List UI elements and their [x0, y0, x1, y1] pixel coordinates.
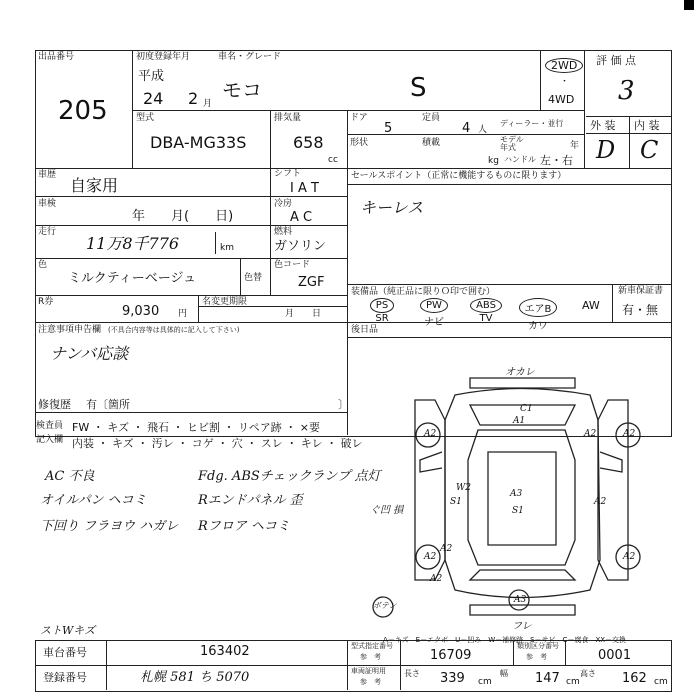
mileage-unit: km — [220, 243, 234, 253]
handle-value: 左・右 — [540, 154, 573, 167]
mark: A2 — [424, 552, 437, 562]
capacity-label: 定員 — [422, 113, 441, 123]
remark-right-2: Rエンドパネル 歪 — [198, 493, 303, 508]
width-unit: cm — [566, 677, 580, 687]
drive-2wd: 2WD — [545, 58, 583, 73]
ac-value: A C — [290, 210, 313, 225]
mark: S1 — [512, 506, 524, 516]
remark-left-2: オイルパン ヘコミ — [40, 493, 147, 508]
lot-label: 出品番号 — [38, 52, 75, 62]
cat-no-value: 0001 — [598, 648, 632, 663]
score-label: 評 価 点 — [596, 54, 636, 67]
dims-label: 車両証明用 — [351, 667, 386, 675]
car-name: モコ — [222, 78, 262, 102]
month-unit: 月 — [203, 99, 213, 109]
mark: A1 — [513, 416, 526, 426]
chassis-value: 163402 — [200, 644, 250, 659]
remark-left-1: AC 不良 — [45, 469, 95, 484]
divider — [400, 640, 401, 690]
sales-point-value: キーレス — [360, 198, 424, 217]
door-label: ドア — [350, 113, 368, 123]
color-label: 色 — [38, 260, 48, 270]
recycle-unit: 円 — [178, 309, 188, 319]
color-code-label: 色コード — [274, 260, 311, 270]
corner-mark — [684, 0, 694, 10]
shape-label: 形状 — [350, 138, 369, 148]
aw-label: AW — [582, 299, 600, 312]
dims-sub: 参 考 — [360, 678, 381, 686]
model-year-label: モデル年式 — [500, 135, 524, 152]
engine-label: 排気量 — [274, 113, 302, 123]
length-value: 339 — [440, 671, 465, 686]
remark-right-1: Fdg. ABSチェックランプ 点灯 — [198, 469, 381, 484]
recycle-label: R券 — [38, 297, 54, 307]
car-label: 車名・グレード — [218, 52, 282, 62]
mark: A2 — [584, 429, 597, 439]
reg-label: 登録番号 — [43, 671, 87, 684]
mileage-value: 11万8千776 — [86, 234, 180, 253]
model-label: 型式 — [136, 113, 155, 123]
recycle-value: 9,030 — [122, 304, 160, 319]
mark: A3 — [514, 595, 527, 605]
remark-left-3: 下回り フラヨウ ハガレ — [40, 519, 179, 534]
mark: A2 — [424, 429, 437, 439]
chassis-label: 車台番号 — [43, 646, 87, 659]
color-change-label: 色替 — [244, 273, 263, 283]
exterior-value: D — [596, 136, 616, 164]
mark: A2 — [623, 552, 636, 562]
engine-unit: cc — [328, 155, 338, 165]
repair-close: 〕 — [338, 398, 349, 411]
shift-label: シフト — [274, 169, 302, 179]
mark: W2 — [456, 483, 471, 493]
after-day-label: 後日品 — [351, 325, 379, 335]
diagram-top-note: オカレ — [505, 367, 535, 378]
diagram-bottom-note: フレ — [512, 621, 532, 632]
checker-label2: 記入欄 — [36, 435, 64, 445]
width-label: 幅 — [500, 669, 508, 678]
load-unit: kg — [488, 156, 499, 166]
mark: C1 — [520, 404, 533, 414]
inspection-text: 年 月( 日) — [132, 209, 234, 224]
lot-number: 205 — [58, 96, 108, 126]
shift-value: I A T — [290, 181, 319, 196]
cat-no-label: 類別区分番号 — [517, 642, 559, 650]
diagram-side-note: ぐ凹 損 — [370, 505, 404, 516]
notes-label: 注意事項申告欄 — [38, 325, 102, 335]
length-unit: cm — [478, 677, 492, 687]
history-label: 車歴 — [38, 170, 57, 180]
equipment-top: ABS — [470, 298, 502, 313]
checker-row2: 内装 ・ キズ ・ 汚レ ・ コゲ ・ 穴 ・ スレ ・ キレ ・ 破レ — [72, 437, 363, 450]
mark: A2 — [440, 544, 453, 554]
stamp: ボテン — [373, 601, 397, 610]
drive-dot: ・ — [560, 77, 570, 87]
checker-label1: 検査員 — [36, 421, 64, 431]
inspection-label: 車検 — [38, 199, 57, 209]
model-value: DBA-MG33S — [150, 133, 247, 152]
divider — [35, 665, 672, 666]
repair-value: 有〔箇所 — [86, 398, 130, 411]
warranty-label: 新車保証書 — [618, 286, 664, 296]
color-code-value: ZGF — [298, 275, 325, 290]
first-reg-label: 初度登録年月 — [136, 52, 191, 62]
reg-month: 2 — [188, 89, 199, 108]
divider — [347, 640, 348, 690]
color-value: ミルクティーベージュ — [68, 271, 197, 286]
door-value: 5 — [384, 121, 393, 136]
ac-label: 冷房 — [274, 199, 293, 209]
type-no-label: 型式指定番号 — [351, 642, 393, 650]
divider — [513, 640, 514, 665]
grade: S — [410, 73, 427, 103]
interior-label: 内 装 — [634, 119, 660, 132]
type-no-sub: 参 考 — [360, 653, 381, 661]
height-value: 162 — [622, 671, 647, 686]
name-change-text: 月 日 — [285, 309, 322, 319]
checker-row1: FW ・ キズ ・ 飛石 ・ ヒビ割 ・ リペア跡 ・ ×要 — [72, 421, 320, 434]
fuel-label: 燃料 — [274, 227, 293, 237]
mark: A3 — [510, 489, 523, 499]
handle-label: ハンドル — [504, 155, 536, 164]
mark: A2 — [594, 497, 607, 507]
drive-4wd: 4WD — [548, 93, 575, 106]
divider — [565, 640, 566, 665]
mark: S1 — [450, 497, 462, 507]
year-unit: 年 — [570, 141, 580, 151]
engine-value: 658 — [293, 133, 324, 152]
score-value: 3 — [618, 76, 635, 106]
type-no-value: 16709 — [430, 648, 472, 663]
mark: A2 — [430, 574, 443, 584]
era: 平成 — [138, 69, 165, 84]
dealer-label: ディーラー・並行 — [500, 119, 564, 128]
height-label: 高さ — [580, 669, 596, 678]
notes-sub: (不具合内容等は具体的に記入して下さい) — [108, 326, 240, 334]
mark: A2 — [623, 429, 636, 439]
remark-right-3: Rフロア ヘコミ — [198, 519, 290, 534]
remark-bottom: ストWキズ — [40, 624, 96, 637]
fuel-value: ガソリン — [274, 239, 327, 254]
equipment-bottom: SR — [375, 313, 389, 324]
equipment-label: 装備品（純正品に限りＯ印で囲む） — [351, 287, 496, 297]
reg-value: 札幌 581 ち 5070 — [140, 670, 250, 685]
name-change-label: 名変更期限 — [202, 297, 248, 307]
equipment-top: PS — [370, 298, 394, 313]
equipment-bottom: ナビ — [424, 317, 444, 328]
cat-no-sub: 参 考 — [526, 653, 547, 661]
equipment-bottom: カワ — [528, 321, 548, 332]
capacity-unit: 人 — [478, 125, 488, 135]
notes-value: ナンバ応談 — [50, 344, 129, 363]
capacity-value: 4 — [462, 121, 471, 136]
warranty-value: 有・無 — [622, 303, 659, 317]
diagram-legend: A－キズ E－エクボ U－凹み W－補修跡 S－サビ C－腐食 XX－交換 — [383, 636, 627, 644]
equipment-top: エアB — [519, 298, 558, 317]
repair-label: 修復歴 — [38, 398, 71, 411]
equipment-top: PW — [420, 298, 448, 313]
mileage-label: 走行 — [38, 227, 57, 237]
reg-year: 24 — [143, 89, 164, 108]
interior-value: C — [640, 136, 659, 164]
exterior-label: 外 装 — [590, 119, 616, 132]
equipment-bottom: TV — [479, 313, 493, 324]
history-value: 自家用 — [70, 176, 119, 195]
width-value: 147 — [535, 671, 560, 686]
divider — [106, 640, 107, 690]
height-unit: cm — [654, 677, 668, 687]
load-label: 積載 — [422, 138, 441, 148]
sales-point-label: セールスポイント（正常に機能するものに限ります） — [351, 171, 567, 181]
length-label: 長さ — [404, 669, 420, 678]
